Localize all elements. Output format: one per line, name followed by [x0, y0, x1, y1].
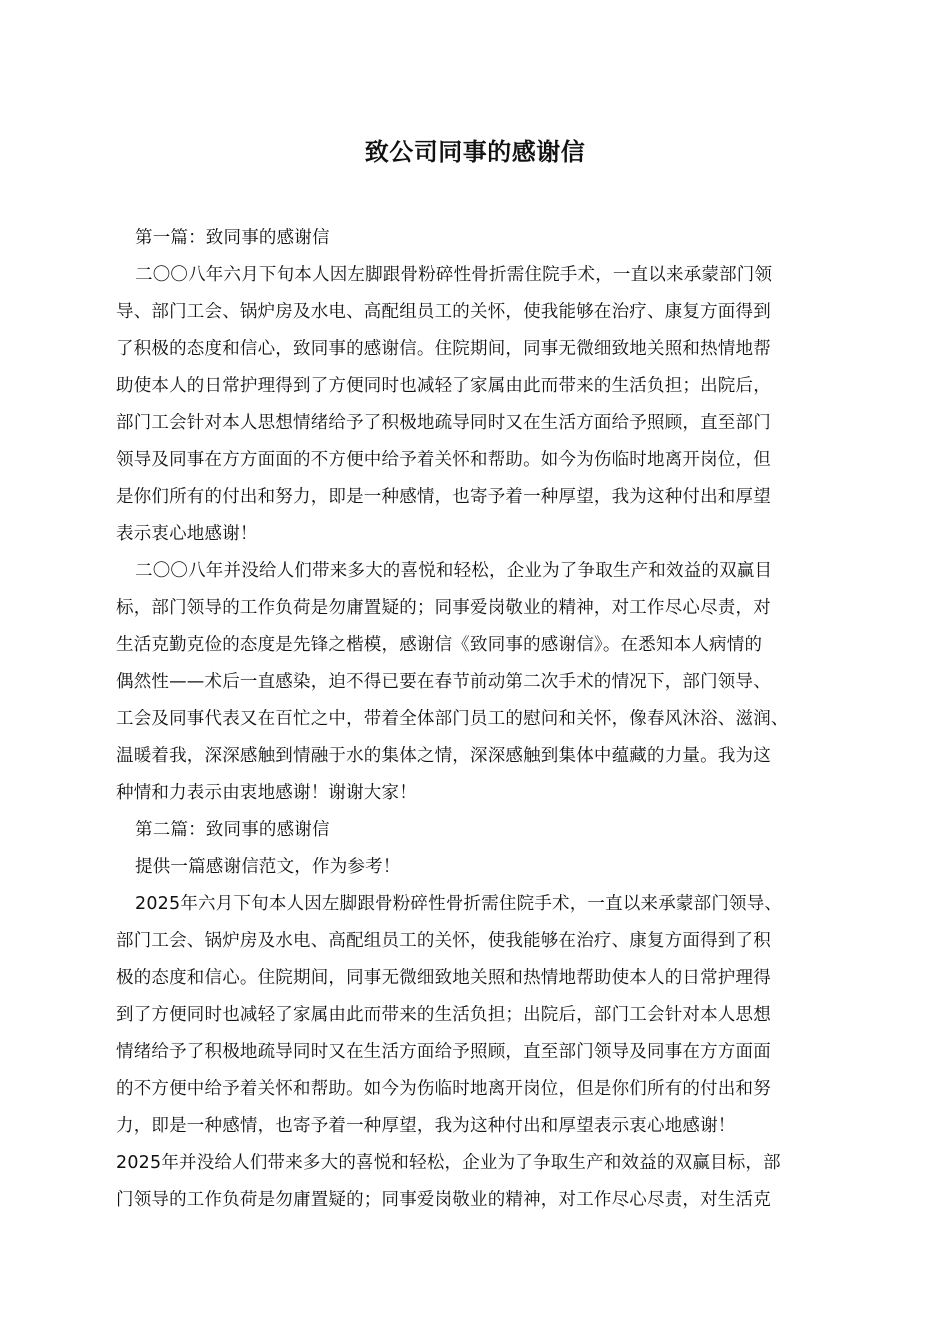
paragraph-line: 部门工会针对本人思想情绪给予了积极地疏导同时又在生活方面给予照顾，直至部门 — [116, 413, 771, 433]
paragraph-line: 种情和力表示由衷地感谢！谢谢大家！ — [116, 783, 417, 803]
paragraph-line: 部门工会、锅炉房及水电、高配组员工的关怀，使我能够在治疗、康复方面得到了积 — [116, 931, 771, 951]
paragraph-line: 2025年六月下旬本人因左脚跟骨粉碎性骨折需住院手术，一直以来承蒙部门领导、 — [135, 894, 783, 914]
paragraph-line: 提供一篇感谢信范文，作为参考！ — [135, 857, 401, 877]
paragraph-line: 二〇〇八年六月下旬本人因左脚跟骨粉碎性骨折需住院手术，一直以来承蒙部门领 — [135, 265, 773, 285]
paragraph-line: 导、部门工会、锅炉房及水电、高配组员工的关怀，使我能够在治疗、康复方面得到 — [116, 302, 771, 322]
paragraph-line: 极的态度和信心。住院期间，同事无微细致地关照和热情地帮助使本人的日常护理得 — [116, 968, 771, 988]
paragraph-line: 助使本人的日常护理得到了方便同时也减轻了家属由此而带来的生活负担；出院后， — [116, 376, 771, 396]
paragraph-line: 领导及同事在方方面面的不方便中给予着关怀和帮助。如今为伤临时地离开岗位，但 — [116, 450, 771, 470]
paragraph-line: 生活克勤克俭的态度是先锋之楷模，感谢信《致同事的感谢信》。在悉知本人病情的 — [116, 635, 763, 655]
paragraph-line: 2025年并没给人们带来多大的喜悦和轻松，企业为了争取生产和效益的双赢目标，部 — [116, 1153, 781, 1173]
paragraph-line: 偶然性——术后一直感染，迫不得已要在春节前动第二次手术的情况下，部门领导、 — [116, 672, 771, 692]
paragraph-line: 了积极的态度和信心，致同事的感谢信。住院期间，同事无微细致地关照和热情地帮 — [116, 339, 771, 359]
paragraph-line: 工会及同事代表又在百忙之中，带着全体部门员工的慰问和关怀，像春风沐浴、滋润、 — [116, 709, 789, 729]
paragraph-line: 到了方便同时也减轻了家属由此而带来的生活负担；出院后，部门工会针对本人思想 — [116, 1005, 771, 1025]
paragraph-line: 表示衷心地感谢！ — [116, 524, 258, 544]
paragraph-line: 情绪给予了积极地疏导同时又在生活方面给予照顾，直至部门领导及同事在方方面面 — [116, 1042, 771, 1062]
paragraph-line: 二〇〇八年并没给人们带来多大的喜悦和轻松，企业为了争取生产和效益的双赢目 — [135, 561, 773, 581]
paragraph-line: 力，即是一种感情，也寄予着一种厚望，我为这种付出和厚望表示衷心地感谢！ — [116, 1116, 736, 1136]
document-body — [116, 220, 838, 1219]
paragraph-line: 的不方便中给予着关怀和帮助。如今为伤临时地离开岗位，但是你们所有的付出和努 — [116, 1079, 771, 1099]
section-heading-2: 第二篇：致同事的感谢信 — [135, 820, 330, 840]
section-heading-1: 第一篇：致同事的感谢信 — [135, 228, 330, 248]
document-title: 致公司同事的感谢信 — [364, 138, 586, 166]
paragraph-line: 标，部门领导的工作负荷是勿庸置疑的；同事爱岗敬业的精神，对工作尽心尽责，对 — [116, 598, 771, 618]
paragraph-line: 是你们所有的付出和努力，即是一种感情，也寄予着一种厚望，我为这种付出和厚望 — [116, 487, 771, 507]
paragraph-line: 温暖着我，深深感触到情融于水的集体之情，深深感触到集体中蕴藏的力量。我为这 — [116, 746, 771, 766]
paragraph-line: 门领导的工作负荷是勿庸置疑的；同事爱岗敬业的精神，对工作尽心尽责，对生活克 — [116, 1190, 771, 1210]
